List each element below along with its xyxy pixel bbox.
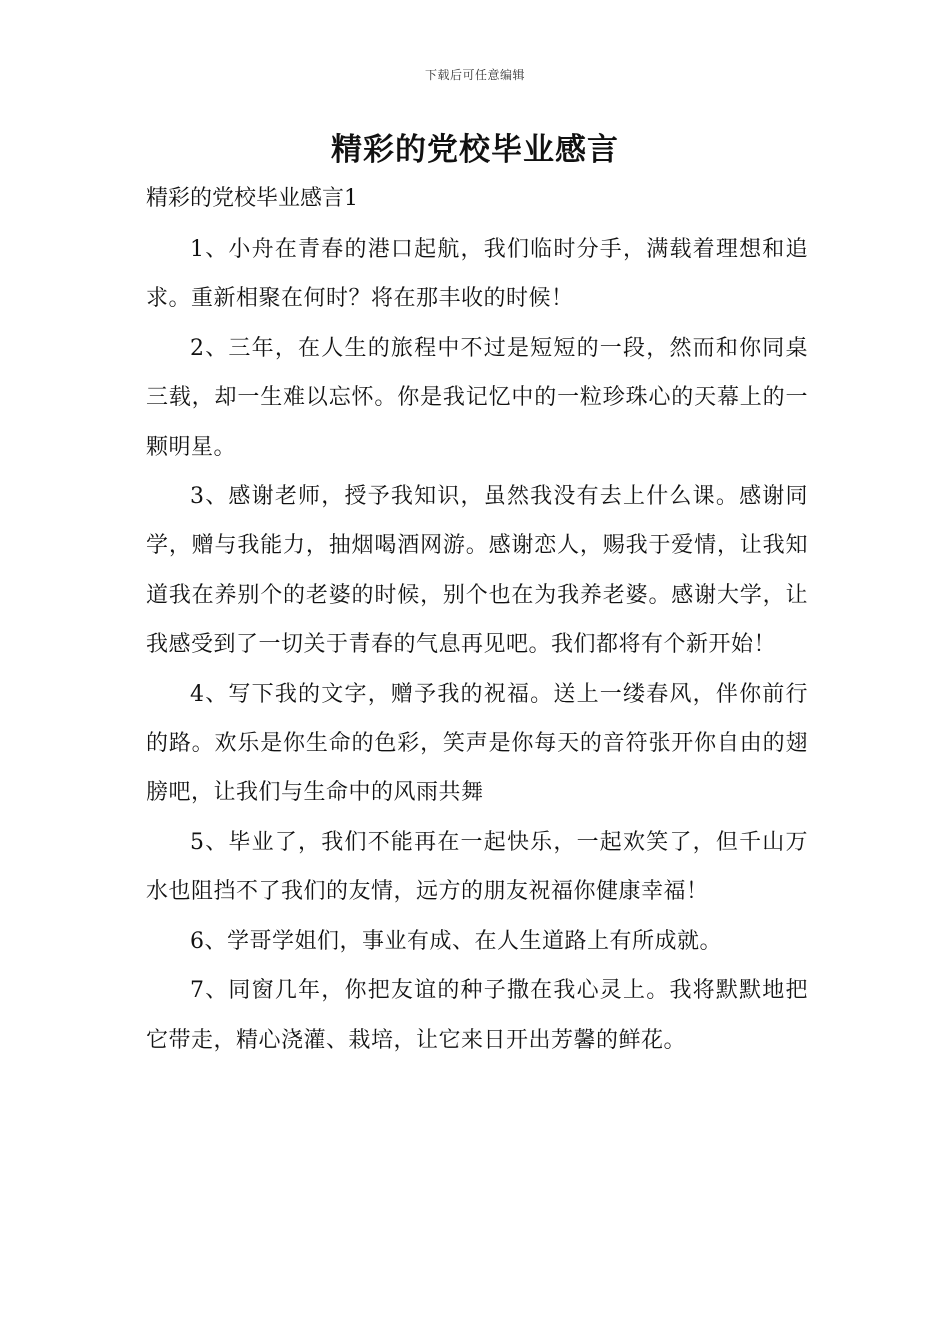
paragraph-6: 6、学哥学姐们，事业有成、在人生道路上有所成就。 xyxy=(190,928,722,954)
header-note: 下载后可任意编辑 xyxy=(424,68,525,82)
paragraph-3: 3、感谢老师，授予我知识，虽然我没有去上什么课。感谢同学，赠与我能力，抽烟喝酒网游。感谢恋人，赐我于爱情，让我知道我在养别个的老婆的时候，别个也在为我养老婆。感谢大学，让我感受到了一切关于青春的气息再见吧。我们都将有个新开始！ xyxy=(146,484,808,658)
paragraph-4: 4、写下我的文字，赠予我的祝福。送上一缕春风，伴你前行的路。欢乐是你生命的色彩，笑声是你每天的音符张开你自由的翅膀吧，让我们与生命中的风雨共舞 xyxy=(146,681,808,806)
body-text xyxy=(146,225,808,1065)
section-heading: 精彩的党校毕业感言1 xyxy=(146,186,358,211)
page-title: 精彩的党校毕业感言 xyxy=(331,132,619,168)
paragraph-5: 5、毕业了，我们不能再在一起快乐，一起欢笑了，但千山万水也阻挡不了我们的友情，远方的朋友祝福你健康幸福！ xyxy=(146,829,808,905)
paragraph-2: 2、三年，在人生的旅程中不过是短短的一段，然而和你同桌三载，却一生难以忘怀。你是我记忆中的一粒珍珠心的天幕上的一颗明星。 xyxy=(146,335,808,460)
paragraph-1: 1、小舟在青春的港口起航，我们临时分手，满载着理想和追求。重新相聚在何时？将在那丰收的时候！ xyxy=(146,237,808,312)
paragraph-7: 7、同窗几年，你把友谊的种子撒在我心灵上。我将默默地把它带走，精心浇灌、栽培，让它来日开出芳馨的鲜花。 xyxy=(146,978,808,1053)
